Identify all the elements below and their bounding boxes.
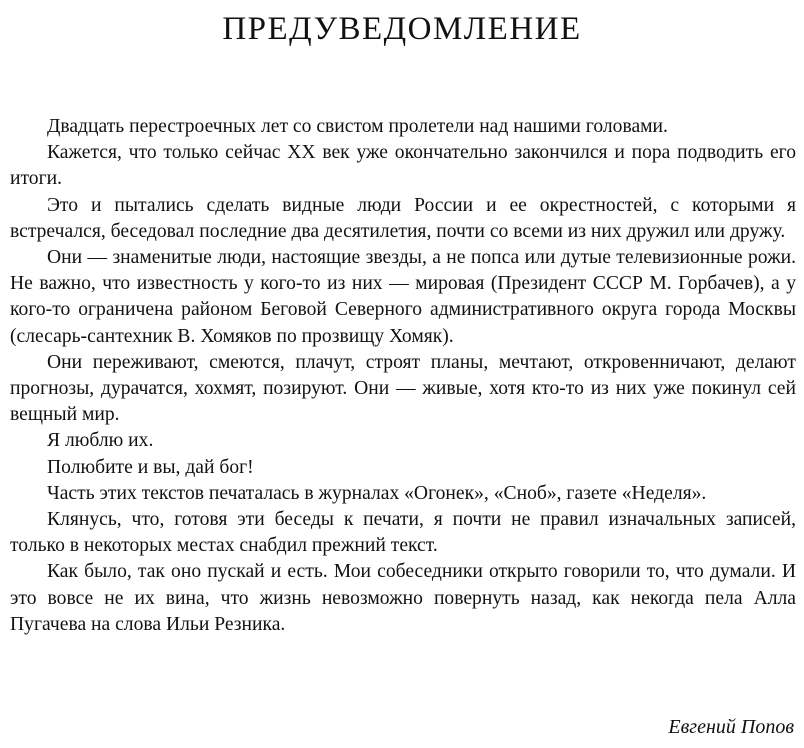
paragraph-10: Как было, так оно пускай и есть. Мои собеседники открыто говорили то, что думали. И это вовсе не их вина, что жизнь невозможно повернуть назад, как некогда пела Алла Пугачева на слова Ильи Резника.: [10, 561, 796, 635]
paragraph-6: Я люблю их.: [47, 430, 154, 452]
paragraph-7: Полюбите и вы, дай бог!: [47, 456, 254, 478]
paragraph-1: Двадцать перестроечных лет со свистом пролетели над нашими головами.: [47, 116, 668, 137]
paragraph-5: Они переживают, смеются, плачут, строят планы, мечтают, откровенничают, делают прогнозы, дурачатся, хохмят, позируют. Они — живые, хотя кто-то из них уже покинул сей вещный мир.: [10, 351, 796, 426]
paragraph-3: Это и пытались сделать видные люди России и ее окрестностей, с которыми я встречался, беседовал последние два десятилетия, почти со всеми из них дружил или дружу.: [10, 194, 796, 242]
page-title: ПРЕДУВЕДОМЛЕНИЕ: [222, 11, 582, 47]
paragraph-9: Клянусь, что, готовя эти беседы к печати, я почти не правил изначальных записей, только в некоторых местах снабдил прежний текст.: [10, 509, 796, 557]
paragraph-8: Часть этих текстов печаталась в журналах «Огонек», «Сноб», газете «Неделя».: [47, 482, 707, 504]
author-signature: Евгений Попов: [668, 716, 794, 738]
paragraph-2: Кажется, что только сейчас XX век уже окончательно закончился и пора подводить его итоги.: [10, 142, 796, 190]
body-text: [10, 114, 796, 638]
paragraph-4: Они — знаменитые люди, настоящие звезды, а не попса или дутые телевизионные рожи. Не важно, что известность у кого-то из них — мировая (Президент СССР М. Горбачев), а у кого-то ограничена районом Беговой Северного административного округа города Москвы (слесарь-сантехник В. Хомяков по прозвищу Хомяк).: [10, 247, 796, 347]
